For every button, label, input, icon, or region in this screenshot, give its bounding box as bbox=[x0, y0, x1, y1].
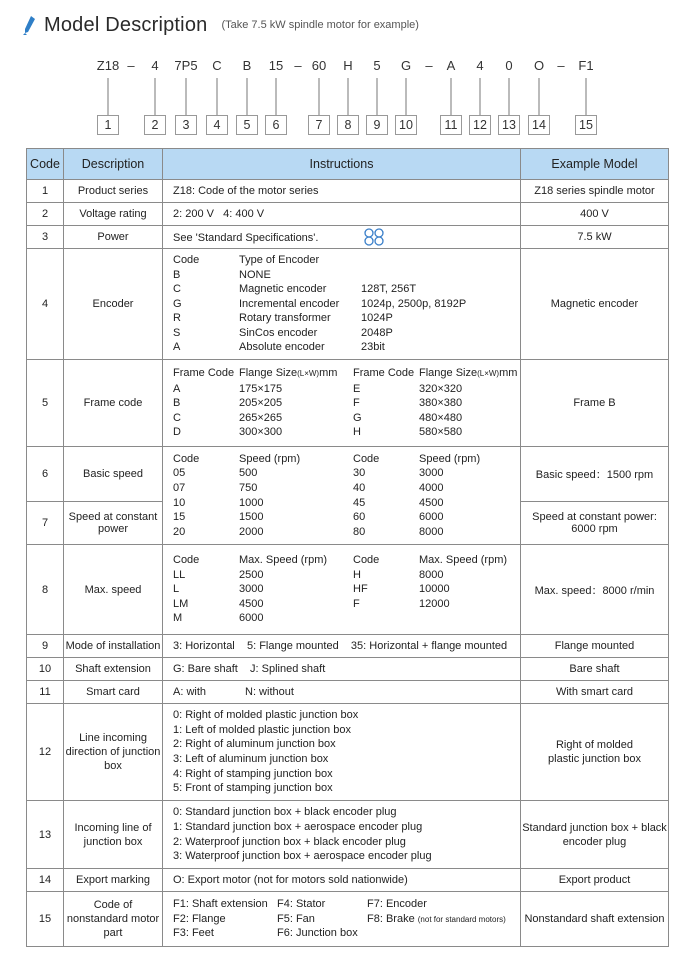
code-connector-lines bbox=[0, 78, 690, 118]
table-header-row bbox=[27, 149, 669, 180]
col-code-header: Code bbox=[27, 149, 64, 180]
code-number-box: 11 bbox=[440, 115, 462, 135]
description-cell: Speed at constant power bbox=[64, 502, 163, 545]
code-cell: 6 bbox=[27, 447, 64, 502]
example-cell: Bare shaft bbox=[521, 658, 669, 681]
list-cell: H bbox=[353, 426, 361, 439]
list-cell: 6000 bbox=[239, 612, 264, 625]
frame-header-row bbox=[173, 366, 519, 382]
flange-size-unit: (L×W) bbox=[297, 369, 320, 379]
list-cell bbox=[419, 611, 519, 626]
table-row bbox=[27, 226, 669, 249]
code-cell: 1 bbox=[27, 180, 64, 203]
example-cell: Right of molded plastic junction box bbox=[521, 704, 669, 801]
example-cell: Z18 series spindle motor bbox=[521, 180, 669, 203]
list-cell: H bbox=[353, 568, 361, 581]
code-number-box: 13 bbox=[498, 115, 520, 135]
code-part: 0 bbox=[505, 58, 513, 73]
list-cell: Code bbox=[173, 554, 200, 567]
description-cell: Basic speed bbox=[64, 447, 163, 502]
list-cell: Code bbox=[173, 253, 200, 266]
page-title: Model Description bbox=[44, 13, 208, 36]
table-row bbox=[27, 658, 669, 681]
instruction-cell: G: Bare shaft J: Splined shaft bbox=[163, 658, 521, 681]
description-cell: Encoder bbox=[64, 249, 163, 360]
list-row bbox=[173, 553, 519, 568]
code-number-box: 7 bbox=[308, 115, 330, 135]
code-part: G bbox=[400, 58, 412, 73]
code-cell: 9 bbox=[27, 635, 64, 658]
list-cell: E bbox=[353, 382, 361, 395]
code-part: 5 bbox=[373, 58, 381, 73]
link-icon bbox=[360, 227, 388, 247]
code-part: A bbox=[446, 58, 456, 73]
example-cell: Flange mounted bbox=[521, 635, 669, 658]
example-cell: Standard junction box + black encoder plug bbox=[521, 801, 669, 869]
code-part: 4 bbox=[151, 58, 159, 73]
col-instructions-header: Instructions bbox=[163, 149, 521, 180]
description-cell: Frame code bbox=[64, 360, 163, 447]
list-row bbox=[173, 425, 519, 440]
flange-size-mm: mm bbox=[319, 367, 338, 380]
list-row bbox=[173, 326, 519, 341]
description-cell: Power bbox=[64, 226, 163, 249]
list-cell: LM bbox=[173, 597, 189, 610]
list-cell: 2048P bbox=[361, 326, 393, 339]
code-cell: 11 bbox=[27, 681, 64, 704]
brake-note: (not for standard motors) bbox=[417, 914, 506, 924]
code-separator: – bbox=[127, 58, 135, 73]
nonstandard-col-2 bbox=[277, 897, 367, 941]
description-cell: Voltage rating bbox=[64, 203, 163, 226]
list-item: 4: Right of stamping junction box bbox=[173, 767, 333, 780]
code-number-box: 8 bbox=[337, 115, 359, 135]
list-cell: Speed (rpm) bbox=[419, 452, 481, 465]
flange-size-label: Flange Size bbox=[239, 367, 298, 380]
code-separator: – bbox=[557, 58, 565, 73]
example-cell: Speed at constant power: 6000 rpm bbox=[521, 502, 669, 545]
description-cell: Max. speed bbox=[64, 545, 163, 635]
list-row bbox=[173, 582, 519, 597]
description-cell: Product series bbox=[64, 180, 163, 203]
list-item: 3: Waterproof junction box + aerospace encoder plug bbox=[173, 850, 432, 863]
list-cell bbox=[239, 366, 353, 382]
code-cell: 5 bbox=[27, 360, 64, 447]
code-number-box: 2 bbox=[144, 115, 166, 135]
list-cell: 20 bbox=[173, 525, 186, 538]
table-row bbox=[27, 635, 669, 658]
list-cell: 480×480 bbox=[419, 411, 463, 424]
list-cell: 3000 bbox=[239, 583, 264, 596]
list-row bbox=[173, 340, 519, 355]
list-cell: 128T, 256T bbox=[361, 283, 417, 296]
example-cell: Magnetic encoder bbox=[521, 249, 669, 360]
list-item: 0: Standard junction box + black encoder plug bbox=[173, 806, 397, 819]
list-item: 1: Standard junction box + aerospace encoder plug bbox=[173, 820, 423, 833]
description-cell: Line incoming direction of junction box bbox=[64, 704, 163, 801]
description-cell: Export marking bbox=[64, 869, 163, 892]
list-cell: A bbox=[173, 382, 181, 395]
list-cell: Magnetic encoder bbox=[239, 283, 327, 296]
list-cell: Code bbox=[353, 452, 380, 465]
list-cell: 1024p, 2500p, 8192P bbox=[361, 297, 467, 310]
code-cell: 15 bbox=[27, 892, 64, 947]
list-cell: 3000 bbox=[419, 467, 444, 480]
list-cell: L bbox=[173, 583, 180, 596]
list-cell: A bbox=[173, 341, 181, 354]
list-cell: Code bbox=[353, 554, 380, 567]
list-item: F4: Stator bbox=[277, 898, 326, 911]
instruction-text: N: without bbox=[245, 686, 294, 698]
code-number-box: 6 bbox=[265, 115, 287, 135]
list-cell: S bbox=[173, 326, 181, 339]
list-cell: 265×265 bbox=[239, 411, 283, 424]
list-cell: 10000 bbox=[419, 583, 450, 596]
table-row bbox=[27, 704, 669, 801]
list-item: F7: Encoder bbox=[367, 898, 427, 911]
code-cell: 8 bbox=[27, 545, 64, 635]
list-item: 5: Front of stamping junction box bbox=[173, 782, 333, 795]
list-cell: 8000 bbox=[419, 525, 444, 538]
code-separator: – bbox=[294, 58, 302, 73]
table-row bbox=[27, 869, 669, 892]
instruction-cell: 3: Horizontal 5: Flange mounted 35: Horizontal + flange mounted bbox=[163, 635, 521, 658]
col-description-header: Description bbox=[64, 149, 163, 180]
instruction-cell: Z18: Code of the motor series bbox=[163, 180, 521, 203]
list-cell: SinCos encoder bbox=[239, 326, 318, 339]
code-number-box: 9 bbox=[366, 115, 388, 135]
list-item: 1: Left of molded plastic junction box bbox=[173, 723, 351, 736]
list-cell: NONE bbox=[239, 268, 271, 281]
code-part: 15 bbox=[268, 58, 284, 73]
encoder-list bbox=[163, 249, 521, 360]
page-header bbox=[22, 10, 419, 40]
list-cell: Absolute encoder bbox=[239, 341, 325, 354]
list-cell: 320×320 bbox=[419, 382, 463, 395]
brake-label: F8: Brake bbox=[367, 912, 415, 925]
code-part: 7P5 bbox=[174, 58, 198, 73]
list-cell: 30 bbox=[353, 467, 366, 480]
pen-icon bbox=[22, 14, 38, 36]
list-cell: C bbox=[173, 283, 181, 296]
table-row bbox=[27, 249, 669, 360]
code-part: 4 bbox=[476, 58, 484, 73]
list-cell: 2500 bbox=[239, 568, 264, 581]
example-cell: 7.5 kW bbox=[521, 226, 669, 249]
list-cell: 40 bbox=[353, 481, 366, 494]
instruction-cell: 2: 200 V 4: 400 V bbox=[163, 203, 521, 226]
list-cell: Code bbox=[173, 452, 200, 465]
table-row bbox=[27, 203, 669, 226]
list-row bbox=[173, 466, 519, 481]
list-cell: 07 bbox=[173, 481, 186, 494]
list-cell: Rotary transformer bbox=[239, 312, 331, 325]
instruction-cell bbox=[163, 226, 521, 249]
list-cell: Speed (rpm) bbox=[239, 452, 301, 465]
list-item: 3: Left of aluminum junction box bbox=[173, 753, 329, 765]
list-cell: 05 bbox=[173, 467, 186, 480]
code-cell: 7 bbox=[27, 502, 64, 545]
list-cell: G bbox=[353, 411, 362, 424]
list-cell: 2000 bbox=[239, 525, 264, 538]
list-row bbox=[173, 311, 519, 326]
code-part: F1 bbox=[578, 58, 594, 73]
nonstandard-col-1 bbox=[173, 897, 277, 941]
instruction-text: See 'Standard Specifications'. bbox=[173, 232, 319, 244]
list-row bbox=[173, 525, 519, 540]
code-cell: 10 bbox=[27, 658, 64, 681]
description-cell: Shaft extension bbox=[64, 658, 163, 681]
code-part: 60 bbox=[311, 58, 327, 73]
code-cell: 3 bbox=[27, 226, 64, 249]
list-cell: 4500 bbox=[419, 496, 444, 509]
list-cell: Frame Code bbox=[173, 367, 235, 380]
code-part: H bbox=[343, 58, 353, 73]
list-item bbox=[367, 912, 506, 928]
table-row bbox=[27, 681, 669, 704]
list-cell: 500 bbox=[239, 467, 258, 480]
instruction-cell bbox=[163, 681, 521, 704]
list-row bbox=[173, 282, 519, 297]
table-row bbox=[27, 180, 669, 203]
flange-size-mm: mm bbox=[499, 367, 518, 380]
list-cell: 10 bbox=[173, 496, 186, 509]
list-cell: 80 bbox=[353, 525, 366, 538]
list-item: F5: Fan bbox=[277, 912, 315, 925]
table-row bbox=[27, 801, 669, 869]
code-number-box: 4 bbox=[206, 115, 228, 135]
list-cell: 380×380 bbox=[419, 397, 463, 410]
code-cell: 13 bbox=[27, 801, 64, 869]
list-cell bbox=[353, 611, 419, 626]
speed-list bbox=[163, 447, 521, 545]
list-row bbox=[173, 597, 519, 612]
code-part: C bbox=[212, 58, 222, 73]
max-speed-list bbox=[163, 545, 521, 635]
list-cell bbox=[361, 253, 481, 268]
code-part: O bbox=[533, 58, 545, 73]
example-cell: Nonstandard shaft extension bbox=[521, 892, 669, 947]
list-cell: 4000 bbox=[419, 481, 444, 494]
example-cell: Basic speed：1500 rpm bbox=[521, 447, 669, 502]
list-cell: 1000 bbox=[239, 496, 264, 509]
nonstandard-col-3 bbox=[367, 897, 506, 941]
list-cell: B bbox=[173, 268, 181, 281]
code-part: B bbox=[242, 58, 252, 73]
code-number-box: 15 bbox=[575, 115, 597, 135]
list-cell: Frame Code bbox=[353, 367, 415, 380]
list-cell: 15 bbox=[173, 511, 186, 524]
code-part: Z18 bbox=[96, 58, 120, 73]
list-cell: F bbox=[353, 597, 360, 610]
list-cell: 750 bbox=[239, 481, 258, 494]
example-cell: With smart card bbox=[521, 681, 669, 704]
list-cell bbox=[419, 366, 517, 382]
list-row bbox=[173, 268, 519, 283]
list-cell: D bbox=[173, 426, 181, 439]
table-row bbox=[27, 892, 669, 947]
list-cell: F bbox=[353, 397, 360, 410]
model-description-table bbox=[26, 148, 669, 947]
frame-list bbox=[163, 360, 521, 447]
list-cell: HF bbox=[353, 583, 368, 596]
code-cell: 2 bbox=[27, 203, 64, 226]
list-row bbox=[173, 611, 519, 626]
code-separator: – bbox=[425, 58, 433, 73]
list-cell: 6000 bbox=[419, 511, 444, 524]
code-number-box: 5 bbox=[236, 115, 258, 135]
example-cell: Frame B bbox=[521, 360, 669, 447]
list-cell: 23bit bbox=[361, 341, 385, 354]
table-row bbox=[27, 447, 669, 502]
list-cell: 8000 bbox=[419, 568, 444, 581]
list-cell: Type of Encoder bbox=[239, 253, 320, 266]
col-example-header: Example Model bbox=[521, 149, 669, 180]
description-cell: Mode of installation bbox=[64, 635, 163, 658]
list-row bbox=[173, 510, 519, 525]
example-cell: Export product bbox=[521, 869, 669, 892]
list-row bbox=[173, 253, 519, 268]
list-cell: 45 bbox=[353, 496, 366, 509]
code-number-box: 1 bbox=[97, 115, 119, 135]
list-cell: Max. Speed (rpm) bbox=[419, 554, 508, 567]
page-subtitle: (Take 7.5 kW spindle motor for example) bbox=[221, 19, 419, 31]
list-cell: G bbox=[173, 297, 182, 310]
example-cell: 400 V bbox=[521, 203, 669, 226]
list-item: F6: Junction box bbox=[277, 927, 358, 940]
list-cell: Max. Speed (rpm) bbox=[239, 554, 328, 567]
list-item: F3: Feet bbox=[173, 927, 214, 940]
list-row bbox=[173, 297, 519, 312]
instruction-text: A: with bbox=[173, 686, 207, 698]
list-cell: R bbox=[173, 312, 181, 325]
list-cell: LL bbox=[173, 568, 186, 581]
junction-direction-list bbox=[163, 704, 521, 801]
list-row bbox=[173, 452, 519, 467]
list-cell: Incremental encoder bbox=[239, 297, 340, 310]
list-cell: 60 bbox=[353, 511, 366, 524]
description-cell: Smart card bbox=[64, 681, 163, 704]
code-cell: 14 bbox=[27, 869, 64, 892]
list-cell: 580×580 bbox=[419, 426, 463, 439]
example-cell: Max. speed：8000 r/min bbox=[521, 545, 669, 635]
list-row bbox=[173, 382, 519, 397]
model-code-line bbox=[0, 58, 690, 78]
list-item: F2: Flange bbox=[173, 912, 226, 925]
list-item: 2: Waterproof junction box + black encoder plug bbox=[173, 835, 406, 848]
code-number-box: 12 bbox=[469, 115, 491, 135]
table-row bbox=[27, 545, 669, 635]
code-number-box: 10 bbox=[395, 115, 417, 135]
list-cell: 4500 bbox=[239, 597, 264, 610]
list-cell: 1024P bbox=[361, 312, 393, 325]
instruction-cell: O: Export motor (not for motors sold nationwide) bbox=[163, 869, 521, 892]
list-row bbox=[173, 411, 519, 426]
code-number-box: 3 bbox=[175, 115, 197, 135]
list-cell: 1500 bbox=[239, 511, 264, 524]
table-row bbox=[27, 360, 669, 447]
description-cell: Incoming line of junction box bbox=[64, 801, 163, 869]
list-cell bbox=[361, 268, 481, 283]
description-cell: Code of nonstandard motor part bbox=[64, 892, 163, 947]
list-item: 2: Right of aluminum junction box bbox=[173, 738, 336, 751]
list-cell: C bbox=[173, 411, 181, 424]
list-item: F1: Shaft extension bbox=[173, 898, 268, 911]
list-item: 0: Right of molded plastic junction box bbox=[173, 709, 359, 722]
list-cell: M bbox=[173, 612, 183, 625]
list-cell: 300×300 bbox=[239, 426, 283, 439]
list-cell: B bbox=[173, 397, 181, 410]
list-cell: 175×175 bbox=[239, 382, 283, 395]
list-row bbox=[173, 568, 519, 583]
list-cell: 205×205 bbox=[239, 397, 283, 410]
list-row bbox=[173, 396, 519, 411]
nonstandard-part-list bbox=[163, 892, 521, 947]
list-row bbox=[173, 496, 519, 511]
flange-size-label: Flange Size bbox=[419, 367, 478, 380]
list-row bbox=[173, 481, 519, 496]
junction-line-list bbox=[163, 801, 521, 869]
flange-size-unit: (L×W) bbox=[477, 369, 500, 379]
code-cell: 4 bbox=[27, 249, 64, 360]
code-cell: 12 bbox=[27, 704, 64, 801]
code-number-box: 14 bbox=[528, 115, 550, 135]
list-cell: 12000 bbox=[419, 597, 450, 610]
